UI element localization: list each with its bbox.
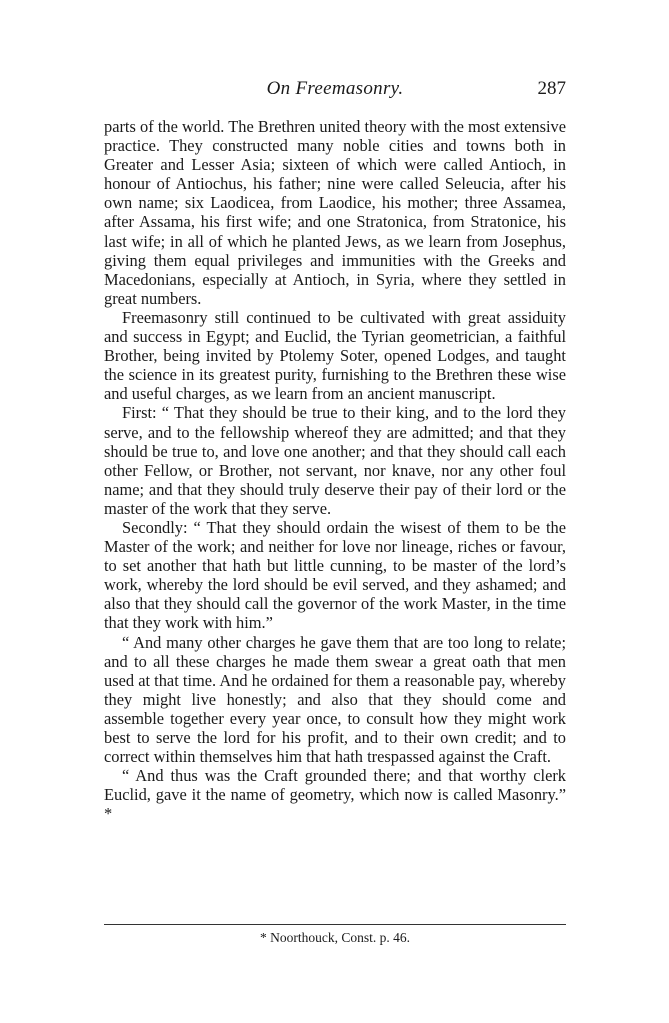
running-head xyxy=(104,78,566,102)
footnote-rule xyxy=(104,924,566,925)
page-number: 287 xyxy=(537,78,566,99)
paragraph-other-charges: “ And many other charges he gave them that are too long to relate; and to all these charges he made them swear a great oath that men used at that time. And he ordained for them a reasonable pay, whereby they might live honestly; and also that they should come and assemble together every year once, to consult how they might work best to serve the lord for his profit, and to their own credit; and to correct within themselves him that hath trespassed against the Craft. xyxy=(104,632,566,767)
paragraph-second-charge: Secondly: “ That they should ordain the wisest of them to be the Master of the work; and neither for love nor lineage, riches or favour, to set another that hath but little cunning, to be master of the lord’s work, whereby the lord should be evil served, and they ashamed; and also that they should call the governor of the work Master, in the time that they work with him.” xyxy=(104,517,566,633)
paragraph-euclid: Freemasonry still continued to be cultivated with great assiduity and success in Egypt; and Euclid, the Tyrian geometrician, a faithful Brother, being invited by Ptolemy Soter, opened Lodges, and taught the science in its greatest purity, furnishing to the Brethren these wise and useful charges, as we learn from an ancient manuscript. xyxy=(104,307,566,404)
paragraph-first-charge: First: “ That they should be true to their king, and to the lord they serve, and to the fellowship whereof they are admitted; and that they should be true to, and love one another; and that they should call each other Fellow, or Brother, not servant, nor knave, nor any other foul name; and that they should truly deserve their pay of their lord or the master of the work that they serve. xyxy=(104,403,566,518)
paragraph-continuation: parts of the world. The Brethren united theory with the most extensive practice. They constructed many noble cities and towns both in Greater and Lesser Asia; sixteen of which were called Antioch, in honour of Antiochus, his father; nine were called Seleucia, after his own name; six Laodicea, from Laodice, his mother; three Assamea, after Assama, his first wife; and one Stratonica, from Stratonice, his last wife; in all of which he planted Jews, as we learn from Josephus, giving them equal privileges and immunities with the Greeks and Macedonians, especially at Antioch, in Syria, where they settled in great numbers. xyxy=(104,117,566,308)
body-text xyxy=(104,117,566,823)
running-title: On Freemasonry. xyxy=(266,78,404,99)
paragraph-conclusion: “ And thus was the Craft grounded there; and that worthy clerk Euclid, gave it the name of geometry, which now is called Masonry.” * xyxy=(104,766,566,824)
footnote: * Noorthouck, Const. p. 46. xyxy=(260,930,410,945)
